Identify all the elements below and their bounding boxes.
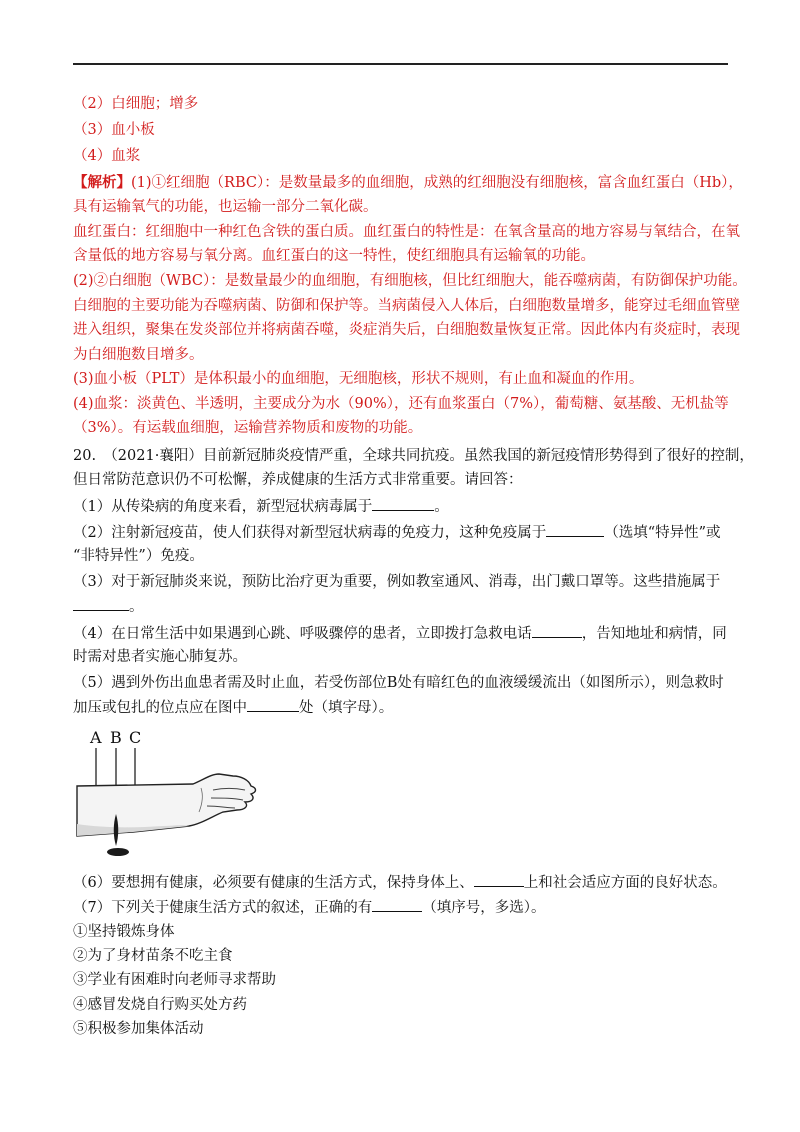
option-4: ④感冒发烧自行购买处方药 [73, 997, 247, 1013]
answer-blank-4[interactable] [532, 623, 582, 638]
arm-wound-figure [73, 728, 263, 863]
question-stem-line-2: 但日常防范意识仍不可松懈，养成健康的生活方式非常重要。请回答： [73, 472, 523, 488]
analysis-label: 【解析】 [73, 174, 131, 191]
answer-blank-3[interactable] [73, 596, 129, 611]
analysis-plasma-line-1: (4)血浆：淡黄色、半透明，主要成分为水（90%），还有血浆蛋白（7%），葡萄糖、氨基酸、无机盐等 [73, 396, 729, 412]
question-6: （6）要想拥有健康，必须要有健康的生活方式，保持身体上、 上和社会适应方面的良好状态。 [73, 872, 727, 893]
question-4: （4）在日常生活中如果遇到心跳、呼吸骤停的患者，立即拨打急救电话 ，告知地址和病情，同 [73, 623, 727, 644]
answer-3: （3）血小板 [73, 122, 155, 138]
question-3-line-2: 。 [73, 596, 144, 617]
question-stem-line-1: 20. （2021·襄阳）目前新冠肺炎疫情严重，全球共同抗疫。虽然我国的新冠疫情形势得到了很好的控制， [73, 448, 754, 464]
question-2: （2）注射新冠疫苗，使人们获得对新型冠状病毒的免疫力，这种免疫属于 （选填“特异性”或 [73, 522, 721, 543]
analysis-rbc-line-2: 具有运输氧气的功能，也运输一部分二氧化碳。 [73, 199, 378, 215]
analysis-wbc-line-2: 白细胞的主要功能为吞噬病菌、防御和保护等。当病菌侵入人体后，白细胞数量增多，能穿过毛细血管壁 [73, 298, 740, 314]
question-1: （1）从传染病的角度来看，新型冠状病毒属于 。 [73, 496, 449, 517]
question-3-line-1: （3）对于新冠肺炎来说，预防比治疗更为重要，例如教室通风、消毒，出门戴口罩等。这些措施属于 [73, 574, 721, 590]
option-5: ⑤积极参加集体活动 [73, 1021, 204, 1037]
arm-drawing [73, 728, 263, 863]
analysis-plasma-line-2: （3%）。有运载血细胞，运输营养物质和废物的功能。 [73, 420, 423, 436]
figure-label-a: A [90, 728, 102, 747]
question-7: （7）下列关于健康生活方式的叙述，正确的有 （填序号，多选）。 [73, 897, 545, 918]
answer-blank-2[interactable] [546, 522, 604, 537]
answer-blank-6[interactable] [474, 872, 524, 887]
option-2: ②为了身材苗条不吃主食 [73, 948, 233, 964]
option-1: ①坚持锻炼身体 [73, 924, 175, 940]
answer-blank-5[interactable] [247, 697, 299, 712]
question-4-line-2: 时需对患者实施心肺复苏。 [73, 649, 247, 665]
question-5-line-1: （5）遇到外伤出血患者需及时止血，若受伤部位B处有暗红色的血液缓缓流出（如图所示），则急救时 [73, 675, 724, 691]
answer-blank-7[interactable] [372, 897, 422, 912]
header-rule [73, 63, 728, 65]
answer-4: （4）血浆 [73, 148, 141, 164]
analysis-hb-line-2: 含量低的地方容易与氧分离。血红蛋白的这一特性，使红细胞具有运输氧的功能。 [73, 248, 595, 264]
figure-label-b: B [110, 728, 122, 747]
analysis-plt-line: (3)血小板（PLT）是体积最小的血细胞，无细胞核，形状不规则，有止血和凝血的作用。 [73, 371, 644, 387]
analysis-hb-line-1: 血红蛋白：红细胞中一种红色含铁的蛋白质。血红蛋白的特性是：在氧含量高的地方容易与氧结合，在氧 [73, 224, 740, 240]
analysis-rbc-line-1: 【解析】(1)①红细胞（RBC）：是数量最多的血细胞，成熟的红细胞没有细胞核，富含血红蛋白（Hb）， [73, 174, 743, 191]
analysis-wbc-line-4: 为白细胞数目增多。 [73, 347, 204, 363]
question-5-line-2: 加压或包扎的位点应在图中 处（填字母）。 [73, 697, 393, 718]
question-2-line-2: “非特异性”）免疫。 [73, 548, 204, 564]
answer-2: （2）白细胞；增多 [73, 96, 199, 112]
analysis-wbc-line-3: 进入组织，聚集在发炎部位并将病菌吞噬，炎症消失后，白细胞数量恢复正常。因此体内有炎症时，表现 [73, 322, 740, 338]
option-3: ③学业有困难时向老师寻求帮助 [73, 972, 276, 988]
answer-blank-1[interactable] [372, 496, 434, 511]
analysis-wbc-line-1: (2)②白细胞（WBC）：是数量最少的血细胞，有细胞核，但比红细胞大，能吞噬病菌，有防御保护功能。 [73, 273, 747, 289]
figure-label-c: C [129, 728, 142, 747]
